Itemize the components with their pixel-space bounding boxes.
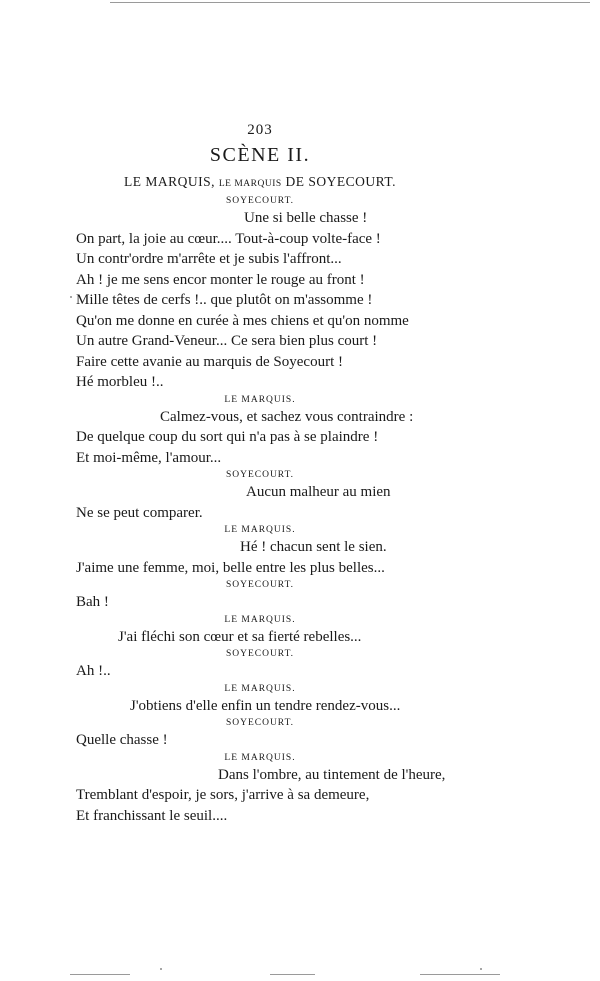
- bottom-edge-rule-mid: [270, 974, 315, 975]
- play-text: [0, 194, 600, 826]
- verse-line: Et moi-même, l'amour...: [76, 449, 222, 466]
- top-edge-rule: [110, 2, 590, 3]
- verse-line: Tremblant d'espoir, je sors, j'arrive à sa demeure,: [76, 787, 370, 803]
- bottom-fleck-2: [480, 968, 482, 970]
- verse-line: J'obtiens d'elle enfin un tendre rendez-vous...: [130, 697, 401, 714]
- cast-list: [0, 174, 520, 190]
- speaker-label: LE MARQUIS.: [224, 683, 296, 694]
- speaker-label: SOYECOURT.: [225, 718, 295, 728]
- scene-title: SCÈNE II.: [209, 144, 311, 166]
- speaker-label: SOYECOURT.: [225, 196, 295, 206]
- verse-line: Calmez-vous, et sachez vous contraindre :: [160, 408, 414, 425]
- cast-small: LE MARQUIS: [218, 179, 282, 189]
- speaker-label: SOYECOURT.: [225, 470, 295, 480]
- speaker-label: SOYECOURT.: [225, 580, 295, 590]
- speaker-label: LE MARQUIS.: [224, 752, 296, 763]
- verse-line: Hé ! chacun sent le sien.: [240, 539, 387, 555]
- verse-line: Ah !..: [76, 663, 111, 679]
- verse-line: On part, la joie au cœur.... Tout-à-coup volte-face !: [76, 230, 381, 247]
- verse-line: Mille têtes de cerfs !.. que plutôt on m'assomme !: [76, 292, 373, 308]
- verse-line: Un autre Grand-Veneur... Ce sera bien plus court !: [76, 333, 378, 349]
- speaker-label: LE MARQUIS.: [224, 525, 296, 535]
- cast-left: LE MARQUIS,: [123, 174, 215, 189]
- bottom-fleck-1: [160, 968, 162, 970]
- page-number: 203: [247, 122, 273, 138]
- verse-line: J'aime une femme, moi, belle entre les plus belles...: [76, 559, 385, 576]
- verse-line: Une si belle chasse !: [244, 210, 368, 226]
- verse-line: J'ai fléchi son cœur et sa fierté rebelles...: [118, 628, 362, 645]
- verse-line: Qu'on me donne en curée à mes chiens et qu'on nomme: [76, 312, 409, 329]
- verse-line: De quelque coup du sort qui n'a pas à se plaindre !: [76, 429, 379, 445]
- verse-line: Un contr'ordre m'arrête et je subis l'affront...: [76, 251, 342, 267]
- verse-line: Quelle chasse !: [76, 732, 168, 748]
- cast-right: DE SOYECOURT.: [285, 174, 396, 189]
- verse-line: Dans l'ombre, au tintement de l'heure,: [218, 766, 446, 783]
- verse-line: Faire cette avanie au marquis de Soyecourt !: [76, 353, 343, 370]
- verse-line: Ne se peut comparer.: [76, 504, 203, 521]
- bottom-edge-rule-left: [70, 974, 130, 975]
- verse-line: Hé morbleu !..: [76, 374, 164, 390]
- verse-line: Ah ! je me sens encor monter le rouge au front !: [76, 271, 365, 288]
- verse-line: Et franchissant le seuil....: [76, 807, 228, 824]
- speaker-label: LE MARQUIS.: [224, 614, 296, 625]
- speaker-label: SOYECOURT.: [225, 649, 295, 659]
- speaker-label: LE MARQUIS.: [224, 394, 296, 405]
- bottom-edge-rule-right: [420, 974, 500, 975]
- verse-line: Bah !: [76, 594, 109, 610]
- verse-line: Aucun malheur au mien: [246, 484, 391, 500]
